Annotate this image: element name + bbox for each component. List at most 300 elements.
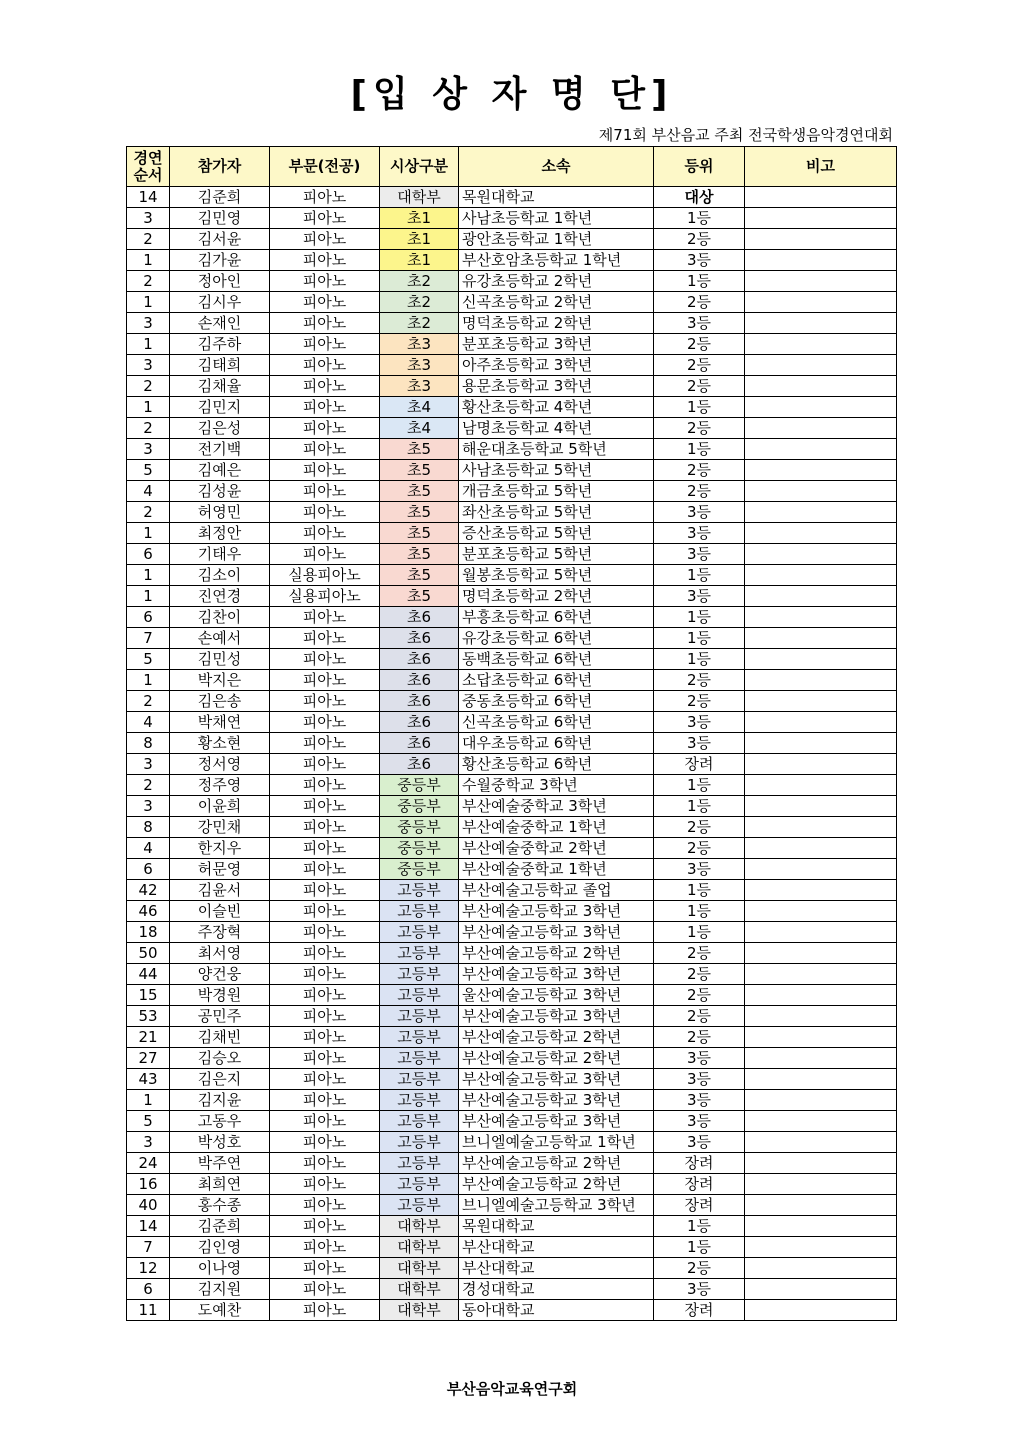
cell-participant: 진연경	[170, 586, 270, 607]
table-row	[127, 880, 897, 901]
cell-affiliation: 월봉초등학교 5학년	[459, 565, 654, 586]
table-row	[127, 355, 897, 376]
cell-category: 고등부	[380, 1027, 459, 1048]
cell-participant: 김채율	[170, 376, 270, 397]
cell-order: 3	[127, 796, 170, 817]
cell-rank: 1등	[654, 649, 745, 670]
cell-division: 피아노	[270, 775, 380, 796]
cell-division: 피아노	[270, 607, 380, 628]
cell-division: 피아노	[270, 1111, 380, 1132]
cell-note	[745, 292, 897, 313]
cell-note	[745, 733, 897, 754]
table-row	[127, 1174, 897, 1195]
cell-order: 2	[127, 418, 170, 439]
cell-rank: 1등	[654, 796, 745, 817]
cell-order: 43	[127, 1069, 170, 1090]
table-header-row	[127, 147, 897, 187]
table-row	[127, 796, 897, 817]
cell-division: 피아노	[270, 1237, 380, 1258]
table-row	[127, 523, 897, 544]
table-row	[127, 1237, 897, 1258]
cell-order: 14	[127, 187, 170, 208]
cell-division: 피아노	[270, 376, 380, 397]
cell-participant: 김주하	[170, 334, 270, 355]
cell-affiliation: 부산예술중학교 3학년	[459, 796, 654, 817]
cell-rank: 2등	[654, 1027, 745, 1048]
cell-order: 40	[127, 1195, 170, 1216]
cell-order: 6	[127, 607, 170, 628]
header-division: 부문(전공)	[270, 147, 380, 187]
cell-participant: 김서윤	[170, 229, 270, 250]
cell-participant: 김민성	[170, 649, 270, 670]
table-row	[127, 838, 897, 859]
cell-division: 피아노	[270, 628, 380, 649]
cell-rank: 3등	[654, 523, 745, 544]
cell-participant: 고동우	[170, 1111, 270, 1132]
table-row	[127, 733, 897, 754]
cell-division: 피아노	[270, 544, 380, 565]
cell-note	[745, 418, 897, 439]
cell-order: 7	[127, 628, 170, 649]
cell-affiliation: 해운대초등학교 5학년	[459, 439, 654, 460]
cell-category: 초6	[380, 670, 459, 691]
table-row	[127, 754, 897, 775]
header-award-category: 시상구분	[380, 147, 459, 187]
cell-order: 4	[127, 838, 170, 859]
cell-participant: 박지은	[170, 670, 270, 691]
cell-note	[745, 1006, 897, 1027]
cell-rank: 1등	[654, 565, 745, 586]
cell-category: 고등부	[380, 901, 459, 922]
table-row	[127, 859, 897, 880]
cell-participant: 홍수종	[170, 1195, 270, 1216]
cell-participant: 최정안	[170, 523, 270, 544]
cell-category: 고등부	[380, 985, 459, 1006]
cell-note	[745, 943, 897, 964]
table-row	[127, 187, 897, 208]
cell-category: 대학부	[380, 1216, 459, 1237]
cell-participant: 허영민	[170, 502, 270, 523]
cell-division: 피아노	[270, 1027, 380, 1048]
cell-division: 피아노	[270, 313, 380, 334]
cell-note	[745, 628, 897, 649]
cell-division: 피아노	[270, 1153, 380, 1174]
cell-category: 고등부	[380, 1195, 459, 1216]
cell-order: 3	[127, 439, 170, 460]
cell-participant: 손예서	[170, 628, 270, 649]
cell-category: 중등부	[380, 775, 459, 796]
table-row	[127, 1006, 897, 1027]
cell-rank: 2등	[654, 481, 745, 502]
cell-division: 피아노	[270, 943, 380, 964]
cell-division: 피아노	[270, 187, 380, 208]
cell-participant: 김준희	[170, 1216, 270, 1237]
cell-rank: 2등	[654, 943, 745, 964]
cell-order: 24	[127, 1153, 170, 1174]
cell-rank: 1등	[654, 775, 745, 796]
cell-participant: 정아인	[170, 271, 270, 292]
cell-affiliation: 경성대학교	[459, 1279, 654, 1300]
cell-rank: 장려	[654, 1195, 745, 1216]
table-row	[127, 208, 897, 229]
cell-category: 초5	[380, 439, 459, 460]
cell-note	[745, 880, 897, 901]
cell-order: 3	[127, 1132, 170, 1153]
table-row	[127, 817, 897, 838]
cell-category: 중등부	[380, 817, 459, 838]
cell-affiliation: 울산예술고등학교 3학년	[459, 985, 654, 1006]
cell-division: 피아노	[270, 1195, 380, 1216]
cell-rank: 2등	[654, 838, 745, 859]
cell-affiliation: 사남초등학교 5학년	[459, 460, 654, 481]
cell-category: 초2	[380, 292, 459, 313]
cell-affiliation: 사남초등학교 1학년	[459, 208, 654, 229]
cell-rank: 2등	[654, 460, 745, 481]
cell-note	[745, 313, 897, 334]
cell-rank: 1등	[654, 1237, 745, 1258]
cell-note	[745, 859, 897, 880]
cell-note	[745, 838, 897, 859]
cell-participant: 김찬이	[170, 607, 270, 628]
cell-category: 초1	[380, 229, 459, 250]
cell-order: 4	[127, 712, 170, 733]
table-row	[127, 313, 897, 334]
cell-category: 초3	[380, 334, 459, 355]
cell-category: 고등부	[380, 1069, 459, 1090]
cell-division: 피아노	[270, 502, 380, 523]
table-row	[127, 1216, 897, 1237]
cell-participant: 한지우	[170, 838, 270, 859]
cell-note	[745, 670, 897, 691]
cell-participant: 양건웅	[170, 964, 270, 985]
cell-note	[745, 1258, 897, 1279]
cell-category: 고등부	[380, 1048, 459, 1069]
cell-category: 초5	[380, 460, 459, 481]
cell-rank: 대상	[654, 187, 745, 208]
cell-order: 2	[127, 691, 170, 712]
cell-note	[745, 355, 897, 376]
cell-order: 42	[127, 880, 170, 901]
cell-rank: 1등	[654, 439, 745, 460]
cell-rank: 3등	[654, 733, 745, 754]
cell-note	[745, 187, 897, 208]
cell-note	[745, 502, 897, 523]
cell-affiliation: 부산예술고등학교 2학년	[459, 1027, 654, 1048]
cell-note	[745, 712, 897, 733]
cell-participant: 최희연	[170, 1174, 270, 1195]
cell-note	[745, 250, 897, 271]
cell-category: 초4	[380, 418, 459, 439]
cell-order: 7	[127, 1237, 170, 1258]
cell-participant: 김예은	[170, 460, 270, 481]
cell-note	[745, 544, 897, 565]
cell-division: 피아노	[270, 985, 380, 1006]
cell-order: 50	[127, 943, 170, 964]
cell-affiliation: 명덕초등학교 2학년	[459, 586, 654, 607]
cell-participant: 김은송	[170, 691, 270, 712]
cell-division: 피아노	[270, 880, 380, 901]
cell-rank: 2등	[654, 292, 745, 313]
cell-affiliation: 부산예술중학교 1학년	[459, 817, 654, 838]
table-row	[127, 712, 897, 733]
table-row	[127, 250, 897, 271]
cell-rank: 1등	[654, 901, 745, 922]
table-row	[127, 1090, 897, 1111]
cell-rank: 3등	[654, 544, 745, 565]
cell-category: 초6	[380, 628, 459, 649]
organizer-footer: 부산음악교육연구회	[446, 1380, 578, 1398]
table-row	[127, 460, 897, 481]
cell-division: 피아노	[270, 733, 380, 754]
cell-affiliation: 개금초등학교 5학년	[459, 481, 654, 502]
cell-participant: 김민지	[170, 397, 270, 418]
competition-subtitle: 제71회 부산음교 주최 전국학생음악경연대회	[598, 126, 893, 144]
cell-affiliation: 부산예술고등학교 2학년	[459, 1153, 654, 1174]
cell-category: 초2	[380, 271, 459, 292]
cell-note	[745, 376, 897, 397]
cell-affiliation: 부산예술고등학교 졸업	[459, 880, 654, 901]
cell-division: 피아노	[270, 817, 380, 838]
cell-division: 피아노	[270, 418, 380, 439]
cell-note	[745, 1153, 897, 1174]
cell-order: 5	[127, 649, 170, 670]
cell-category: 고등부	[380, 943, 459, 964]
cell-rank: 2등	[654, 334, 745, 355]
cell-rank: 2등	[654, 964, 745, 985]
cell-affiliation: 부산예술고등학교 2학년	[459, 1048, 654, 1069]
cell-rank: 2등	[654, 355, 745, 376]
cell-note	[745, 901, 897, 922]
cell-note	[745, 1111, 897, 1132]
cell-affiliation: 부산예술중학교 2학년	[459, 838, 654, 859]
cell-note	[745, 1069, 897, 1090]
cell-order: 5	[127, 460, 170, 481]
cell-category: 초3	[380, 376, 459, 397]
cell-order: 53	[127, 1006, 170, 1027]
cell-division: 피아노	[270, 649, 380, 670]
cell-affiliation: 부산예술고등학교 3학년	[459, 1090, 654, 1111]
cell-order: 2	[127, 775, 170, 796]
table-row	[127, 1111, 897, 1132]
cell-order: 1	[127, 334, 170, 355]
cell-note	[745, 565, 897, 586]
cell-category: 초6	[380, 607, 459, 628]
cell-order: 44	[127, 964, 170, 985]
cell-division: 피아노	[270, 859, 380, 880]
cell-participant: 정서영	[170, 754, 270, 775]
cell-affiliation: 소답초등학교 6학년	[459, 670, 654, 691]
cell-category: 초1	[380, 250, 459, 271]
cell-rank: 2등	[654, 418, 745, 439]
cell-rank: 1등	[654, 628, 745, 649]
cell-participant: 박성호	[170, 1132, 270, 1153]
table-row	[127, 670, 897, 691]
cell-affiliation: 브니엘예술고등학교 1학년	[459, 1132, 654, 1153]
cell-rank: 3등	[654, 1069, 745, 1090]
cell-division: 피아노	[270, 712, 380, 733]
cell-category: 초6	[380, 691, 459, 712]
table-row	[127, 691, 897, 712]
cell-note	[745, 775, 897, 796]
cell-affiliation: 부산예술고등학교 3학년	[459, 1111, 654, 1132]
cell-category: 고등부	[380, 1006, 459, 1027]
cell-rank: 3등	[654, 586, 745, 607]
cell-order: 4	[127, 481, 170, 502]
cell-participant: 김소이	[170, 565, 270, 586]
cell-rank: 1등	[654, 922, 745, 943]
cell-participant: 전기백	[170, 439, 270, 460]
cell-rank: 1등	[654, 880, 745, 901]
cell-division: 피아노	[270, 1069, 380, 1090]
cell-category: 중등부	[380, 796, 459, 817]
cell-division: 피아노	[270, 1132, 380, 1153]
cell-note	[745, 607, 897, 628]
cell-affiliation: 부산대학교	[459, 1258, 654, 1279]
cell-order: 1	[127, 250, 170, 271]
cell-order: 2	[127, 502, 170, 523]
cell-note	[745, 1216, 897, 1237]
cell-affiliation: 부산예술고등학교 3학년	[459, 901, 654, 922]
cell-category: 초2	[380, 313, 459, 334]
cell-participant: 김은성	[170, 418, 270, 439]
cell-participant: 김시우	[170, 292, 270, 313]
cell-affiliation: 황산초등학교 4학년	[459, 397, 654, 418]
cell-note	[745, 1300, 897, 1321]
cell-order: 12	[127, 1258, 170, 1279]
cell-division: 피아노	[270, 208, 380, 229]
cell-category: 고등부	[380, 922, 459, 943]
cell-participant: 박채연	[170, 712, 270, 733]
cell-category: 중등부	[380, 859, 459, 880]
cell-division: 피아노	[270, 250, 380, 271]
cell-participant: 김은지	[170, 1069, 270, 1090]
cell-rank: 1등	[654, 397, 745, 418]
cell-division: 피아노	[270, 397, 380, 418]
cell-division: 피아노	[270, 1174, 380, 1195]
cell-note	[745, 460, 897, 481]
cell-affiliation: 좌산초등학교 5학년	[459, 502, 654, 523]
cell-division: 피아노	[270, 460, 380, 481]
cell-participant: 이윤희	[170, 796, 270, 817]
cell-affiliation: 브니엘예술고등학교 3학년	[459, 1195, 654, 1216]
cell-category: 초6	[380, 754, 459, 775]
cell-division: 피아노	[270, 523, 380, 544]
cell-participant: 김지원	[170, 1279, 270, 1300]
cell-division: 피아노	[270, 334, 380, 355]
cell-order: 3	[127, 313, 170, 334]
cell-affiliation: 분포초등학교 3학년	[459, 334, 654, 355]
cell-division: 피아노	[270, 355, 380, 376]
cell-affiliation: 목원대학교	[459, 187, 654, 208]
table-row	[127, 1048, 897, 1069]
cell-order: 1	[127, 586, 170, 607]
cell-affiliation: 유강초등학교 6학년	[459, 628, 654, 649]
table-row	[127, 985, 897, 1006]
cell-category: 고등부	[380, 880, 459, 901]
cell-category: 초3	[380, 355, 459, 376]
table-row	[127, 922, 897, 943]
table-row	[127, 502, 897, 523]
cell-division: 피아노	[270, 1258, 380, 1279]
cell-order: 6	[127, 544, 170, 565]
cell-note	[745, 754, 897, 775]
cell-order: 2	[127, 376, 170, 397]
cell-category: 대학부	[380, 1300, 459, 1321]
cell-affiliation: 남명초등학교 4학년	[459, 418, 654, 439]
cell-division: 피아노	[270, 271, 380, 292]
cell-note	[745, 1132, 897, 1153]
cell-participant: 김준희	[170, 187, 270, 208]
cell-affiliation: 부산예술고등학교 3학년	[459, 1069, 654, 1090]
table-row	[127, 943, 897, 964]
cell-affiliation: 중동초등학교 6학년	[459, 691, 654, 712]
cell-rank: 2등	[654, 1006, 745, 1027]
cell-division: 피아노	[270, 901, 380, 922]
cell-participant: 최서영	[170, 943, 270, 964]
cell-affiliation: 광안초등학교 1학년	[459, 229, 654, 250]
cell-note	[745, 985, 897, 1006]
cell-affiliation: 부산예술고등학교 2학년	[459, 943, 654, 964]
cell-participant: 황소현	[170, 733, 270, 754]
table-row	[127, 1258, 897, 1279]
cell-rank: 3등	[654, 502, 745, 523]
cell-order: 1	[127, 670, 170, 691]
cell-order: 8	[127, 817, 170, 838]
cell-note	[745, 397, 897, 418]
cell-order: 46	[127, 901, 170, 922]
cell-order: 1	[127, 565, 170, 586]
cell-participant: 박주연	[170, 1153, 270, 1174]
cell-rank: 2등	[654, 985, 745, 1006]
header-rank: 등위	[654, 147, 745, 187]
cell-note	[745, 1027, 897, 1048]
cell-note	[745, 1195, 897, 1216]
cell-participant: 김채빈	[170, 1027, 270, 1048]
cell-note	[745, 817, 897, 838]
cell-rank: 2등	[654, 376, 745, 397]
header-participant: 참가자	[170, 147, 270, 187]
cell-rank: 2등	[654, 691, 745, 712]
cell-note	[745, 586, 897, 607]
table-row	[127, 1027, 897, 1048]
table-row	[127, 775, 897, 796]
table-row	[127, 292, 897, 313]
table-row	[127, 1195, 897, 1216]
cell-division: 실용피아노	[270, 586, 380, 607]
cell-affiliation: 명덕초등학교 2학년	[459, 313, 654, 334]
table-row	[127, 544, 897, 565]
cell-note	[745, 922, 897, 943]
cell-affiliation: 부산예술고등학교 3학년	[459, 922, 654, 943]
table-row	[127, 1300, 897, 1321]
cell-order: 11	[127, 1300, 170, 1321]
table-row	[127, 418, 897, 439]
cell-rank: 1등	[654, 271, 745, 292]
cell-category: 초5	[380, 565, 459, 586]
cell-rank: 3등	[654, 313, 745, 334]
cell-division: 피아노	[270, 1048, 380, 1069]
cell-division: 피아노	[270, 439, 380, 460]
cell-rank: 1등	[654, 1216, 745, 1237]
cell-category: 초6	[380, 712, 459, 733]
cell-affiliation: 신곡초등학교 6학년	[459, 712, 654, 733]
cell-division: 실용피아노	[270, 565, 380, 586]
cell-note	[745, 649, 897, 670]
cell-rank: 3등	[654, 250, 745, 271]
cell-affiliation: 부산예술고등학교 3학년	[459, 1006, 654, 1027]
cell-order: 21	[127, 1027, 170, 1048]
cell-category: 고등부	[380, 1132, 459, 1153]
